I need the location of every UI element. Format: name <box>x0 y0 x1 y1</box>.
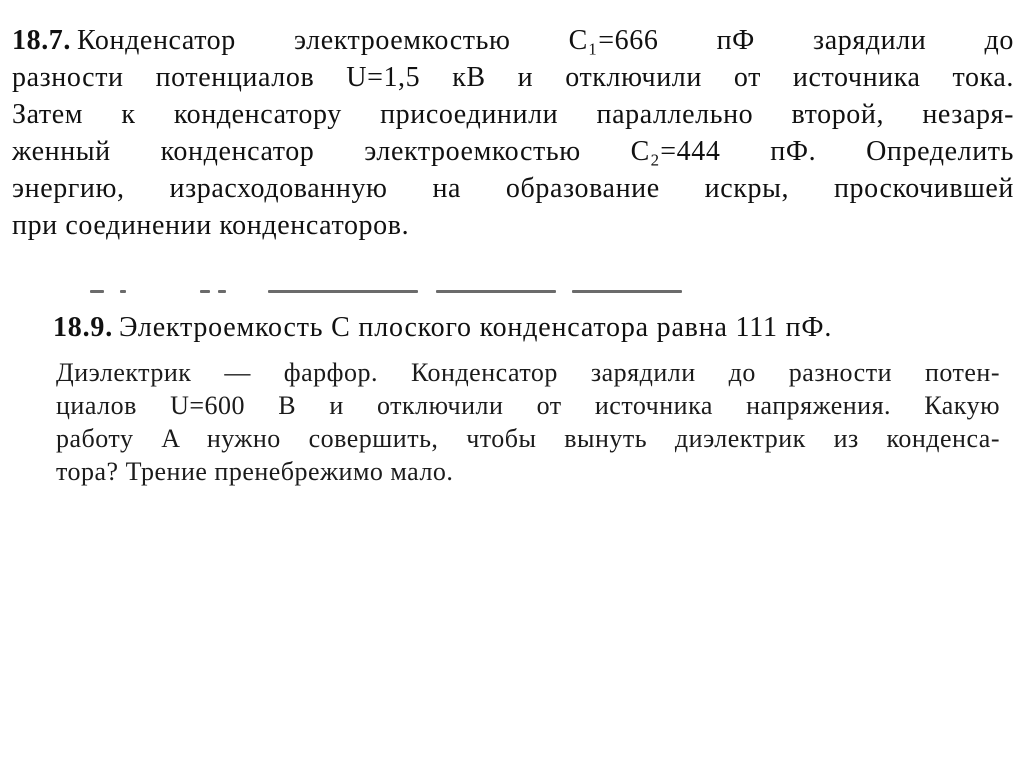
problem-18-7-line-1-text: Конденсатор электроемкостью C₁=666 пФ зарядили до <box>77 25 1014 56</box>
problem-18-7-line-2: разности потенциалов U=1,5 кВ и отключили от источника тока. <box>12 62 1014 93</box>
problem-18-7-line-3: Затем к конденсатору присоединили параллельно второй, незаря- <box>12 99 1014 130</box>
problem-18-9-number: 18.9. <box>53 312 113 343</box>
problem-18-9-heading <box>53 310 1003 346</box>
scan-cut-fragment <box>90 284 690 296</box>
problem-18-9-line-1: Диэлектрик — фарфор. Конденсатор зарядили до разности потен- <box>56 358 1000 387</box>
problem-18-7-number: 18.7. <box>12 25 71 56</box>
problem-18-9-first-line: Электроемкость C плоского конденсатора равна 111 пФ. <box>119 312 833 343</box>
problem-18-7 <box>12 22 1014 244</box>
problem-18-7-line-6: при соединении конденсаторов. <box>12 210 410 241</box>
problem-18-7-line-1 <box>12 22 1014 59</box>
problem-18-9-body <box>56 356 1000 488</box>
problem-18-9-line-2: циалов U=600 В и отключили от источника напряжения. Какую <box>56 391 1000 420</box>
problem-18-9-line-4: тора? Трение пренебрежимо мало. <box>56 457 454 486</box>
problem-18-7-line-5: энергию, израсходованную на образование искры, проскочившей <box>12 173 1014 204</box>
problem-18-9-line-3: работу A нужно совершить, чтобы вынуть диэлектрик из конденса- <box>56 424 1000 453</box>
problem-18-7-line-4: женный конденсатор электроемкостью C₂=444 пФ. Определить <box>12 136 1014 167</box>
